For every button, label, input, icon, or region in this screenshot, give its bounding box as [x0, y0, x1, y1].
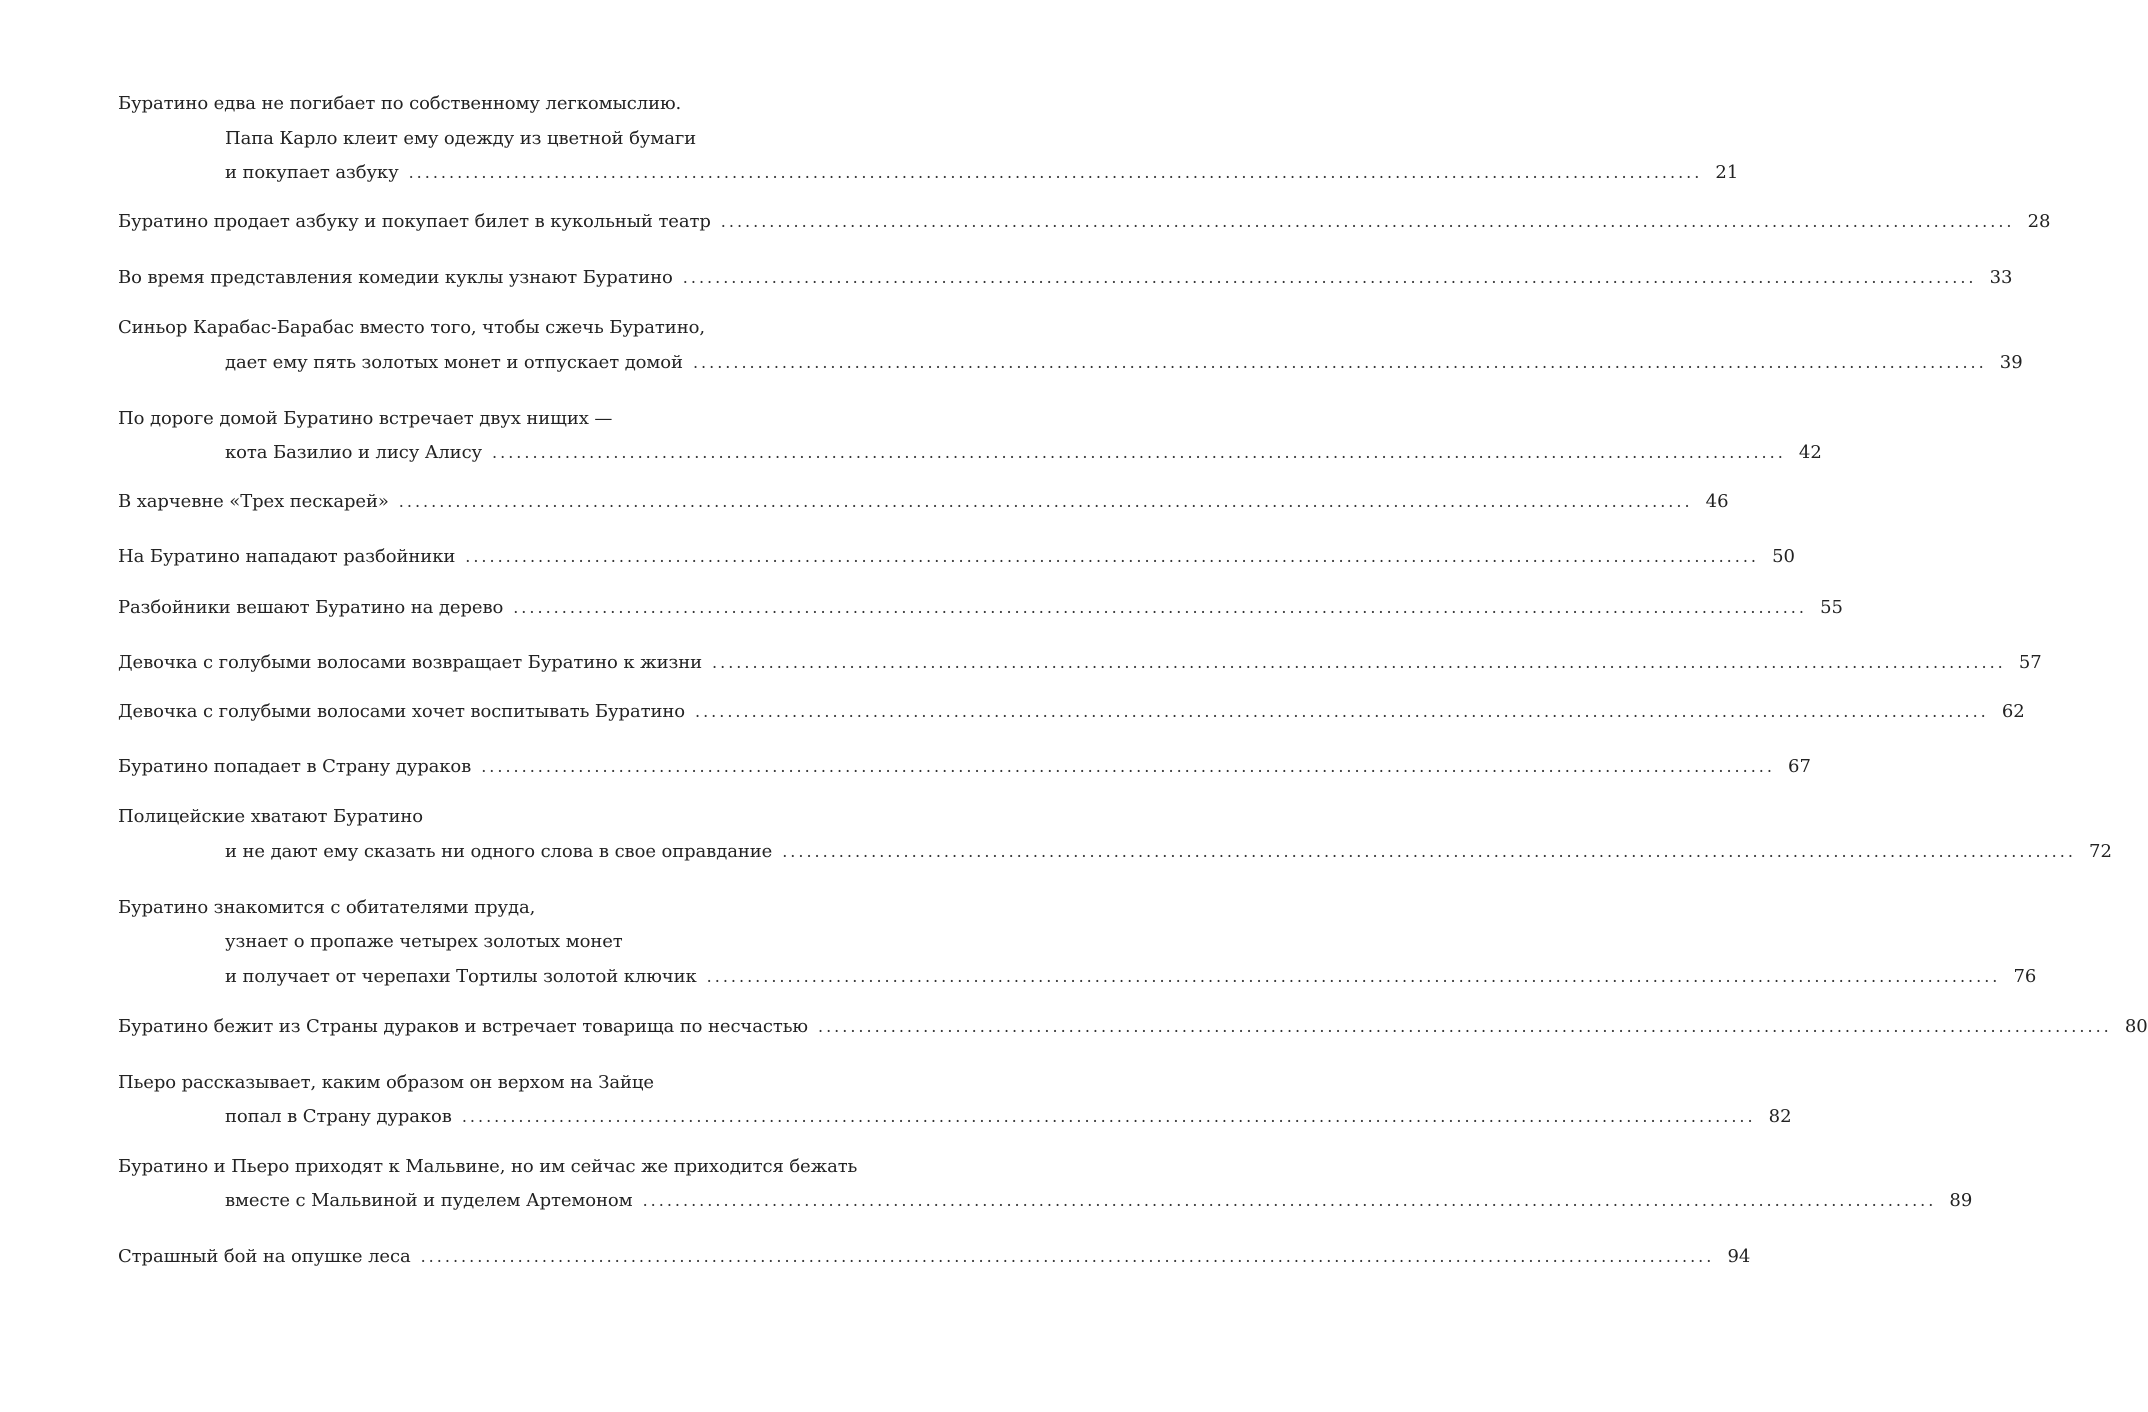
dot-leader: ................................................................................................................................................................	[420, 1247, 1715, 1266]
toc-entry-title: Буратино продает азбуку и покупает билет в кукольный театр	[118, 211, 711, 232]
toc-entry-title: Буратино знакомится с обитателями пруда,	[118, 897, 536, 918]
dot-leader: ................................................................................................................................................................	[694, 702, 1989, 721]
toc-page-number: 46	[1705, 491, 1729, 512]
toc-entry-title: кота Базилио и лису Алису	[225, 442, 483, 463]
toc-page-number: 28	[2027, 211, 2051, 232]
toc-entry-title: В харчевне «Трех пескарей»	[118, 491, 389, 512]
toc-entry-title: Во время представления комедии куклы узнают Буратино	[118, 267, 673, 288]
toc-entry-title: Страшный бой на опушке леса	[118, 1246, 411, 1267]
toc-page-number: 80	[2124, 1016, 2148, 1037]
toc-page-number: 33	[1989, 267, 2013, 288]
toc-line	[118, 752, 1811, 782]
toc-line	[118, 1068, 878, 1098]
toc-line	[225, 124, 878, 154]
toc-entry-title: Синьор Карабас-Барабас вместо того, чтобы сжечь Буратино,	[118, 317, 705, 338]
dot-leader: ................................................................................................................................................................	[408, 163, 1703, 182]
toc-entry-title: дает ему пять золотых монет и отпускает домой	[225, 352, 683, 373]
toc-page-number: 62	[2001, 701, 2025, 722]
toc-line	[118, 648, 2042, 678]
toc-line	[225, 837, 2112, 867]
toc-page-number: 42	[1798, 442, 1822, 463]
dot-leader: ................................................................................................................................................................	[720, 212, 2015, 231]
toc-line	[118, 542, 1795, 572]
toc-entry-title: Буратино попадает в Страну дураков	[118, 756, 472, 777]
dot-leader: ................................................................................................................................................................	[682, 268, 1977, 287]
dot-leader: ................................................................................................................................................................	[712, 653, 2006, 672]
dot-leader: ................................................................................................................................................................	[513, 598, 1807, 617]
toc-entry-title: По дороге домой Буратино встречает двух нищих —	[118, 408, 613, 429]
toc-entry-title: Папа Карло клеит ему одежду из цветной бумаги	[225, 128, 697, 149]
toc-entry-title: Девочка с голубыми волосами хочет воспитывать Буратино	[118, 701, 685, 722]
toc-line	[225, 962, 2037, 992]
toc-line	[118, 207, 2051, 237]
dot-leader: ................................................................................................................................................................	[398, 492, 1693, 511]
dot-leader: ................................................................................................................................................................	[492, 443, 1786, 462]
toc-page-number: 39	[1999, 352, 2023, 373]
toc-entry-title: вместе с Мальвиной и пуделем Артемоном	[225, 1190, 633, 1211]
toc-page-number: 82	[1768, 1106, 1792, 1127]
dot-leader: ................................................................................................................................................................	[465, 547, 1759, 566]
toc-entry-title: и покупает азбуку	[225, 162, 399, 183]
dot-leader: ................................................................................................................................................................	[481, 757, 1775, 776]
toc-line	[225, 158, 1739, 188]
dot-leader: ................................................................................................................................................................	[692, 353, 1987, 372]
toc-page-number: 21	[1715, 162, 1739, 183]
toc-line	[225, 438, 1822, 468]
toc-line	[118, 404, 878, 434]
dot-leader: ................................................................................................................................................................	[782, 842, 2076, 861]
toc-entry-title: Буратино и Пьеро приходят к Мальвине, но им сейчас же приходится бежать	[118, 1156, 858, 1177]
toc-line	[118, 1012, 2148, 1042]
toc-entry-title: Пьеро рассказывает, каким образом он верхом на Зайце	[118, 1072, 654, 1093]
toc-line	[118, 593, 1843, 623]
toc-line	[118, 802, 878, 832]
toc-entry-title: Полицейские хватают Буратино	[118, 806, 424, 827]
toc-page-number: 55	[1820, 597, 1843, 618]
toc-line	[225, 1102, 1792, 1132]
toc-entry-title: попал в Страну дураков	[225, 1106, 452, 1127]
toc-line	[225, 348, 2023, 378]
toc-line	[225, 927, 878, 957]
toc-page-number: 57	[2018, 652, 2042, 673]
toc-entry-title: На Буратино нападают разбойники	[118, 546, 456, 567]
toc-page-number: 76	[2013, 966, 2037, 987]
toc-entry-title: Девочка с голубыми волосами возвращает Буратино к жизни	[118, 652, 703, 673]
dot-leader: ................................................................................................................................................................	[817, 1017, 2112, 1036]
toc-entry-title: Буратино бежит из Страны дураков и встречает товарища по несчастью	[118, 1016, 808, 1037]
toc-entry-title: и получает от черепахи Тортилы золотой ключик	[225, 966, 697, 987]
toc-line	[118, 313, 878, 343]
toc-line	[225, 1186, 1973, 1216]
dot-leader: ................................................................................................................................................................	[642, 1191, 1937, 1210]
toc-entry-title: Буратино едва не погибает по собственному легкомыслию.	[118, 93, 682, 114]
toc-line	[118, 263, 2013, 293]
toc-line	[118, 1242, 1751, 1272]
toc-page-number: 67	[1788, 756, 1811, 777]
toc-line	[118, 697, 2025, 727]
toc-page-number: 50	[1772, 546, 1795, 567]
toc-page-number: 72	[2089, 841, 2112, 862]
toc-page-number: 89	[1949, 1190, 1973, 1211]
toc-line	[118, 487, 1729, 517]
toc-line	[118, 89, 878, 119]
dot-leader: ................................................................................................................................................................	[461, 1107, 1756, 1126]
toc-entry-title: узнает о пропаже четырех золотых монет	[225, 931, 623, 952]
dot-leader: ................................................................................................................................................................	[706, 967, 2001, 986]
toc-page-number: 94	[1727, 1246, 1751, 1267]
toc-line	[118, 893, 878, 923]
toc-entry-title: и не дают ему сказать ни одного слова в свое оправдание	[225, 841, 773, 862]
toc-line	[118, 1152, 878, 1182]
toc-entry-title: Разбойники вешают Буратино на дерево	[118, 597, 504, 618]
